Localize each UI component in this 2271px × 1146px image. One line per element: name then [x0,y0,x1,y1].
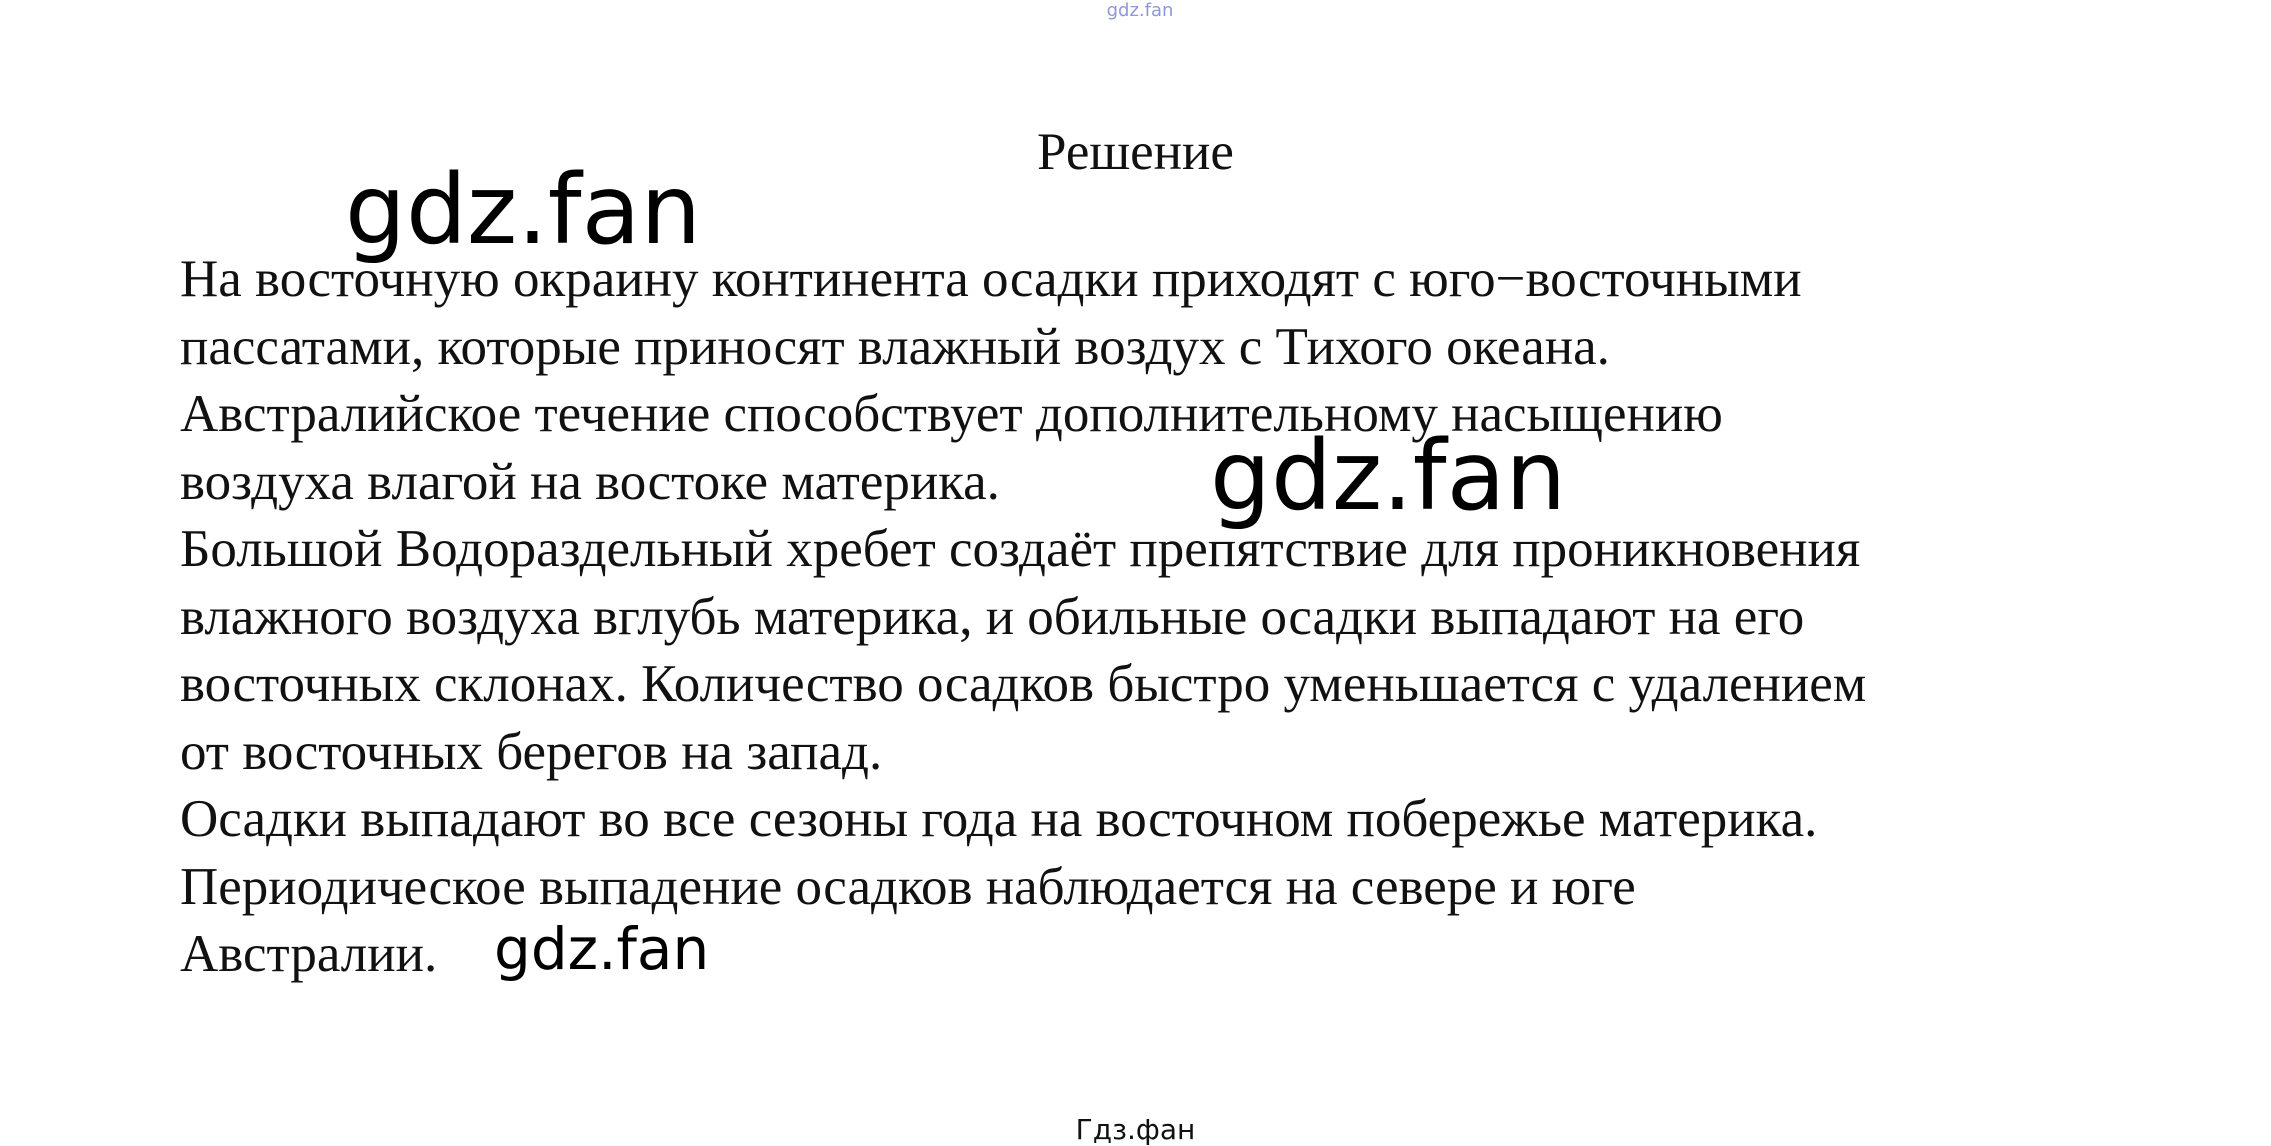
page-title: Решение [1037,123,1234,181]
text-line: от восточных берегов на запад. [180,722,883,781]
text-line: воздуха влагой на востоке материка. [180,452,1000,511]
text-line: восточных склонах. Количество осадков быстро уменьшается с удалением [180,655,1867,713]
text-line: Осадки выпадают во все сезоны года на восточном побережье материка. [180,790,1818,848]
watermark: gdz.fan [494,915,710,983]
watermark: gdz.fan [1210,420,1567,532]
text-line: влажного воздуха вглубь материка, и обильные осадки выпадают на его [180,587,1805,646]
text-line: На восточную окраину континента осадки приходят с юго−восточными [180,250,1802,308]
text-line: Австралии. [180,925,438,983]
top-watermark: gdz.fan [1106,0,1174,21]
text-line: пассатами, которые приносят влажный воздух с Тихого океана. [180,317,1610,376]
text-line: Большой Водораздельный хребет создаёт препятствие для проникновения [180,520,1861,578]
footer-text: Гдз.фан [1075,1113,1196,1146]
watermark: gdz.fan [345,154,702,266]
text-line: Периодическое выпадение осадков наблюдается на севере и юге [180,857,1636,916]
solution-text [180,246,2220,989]
text-line: Австралийское течение способствует дополнительному насыщению [180,385,1723,443]
